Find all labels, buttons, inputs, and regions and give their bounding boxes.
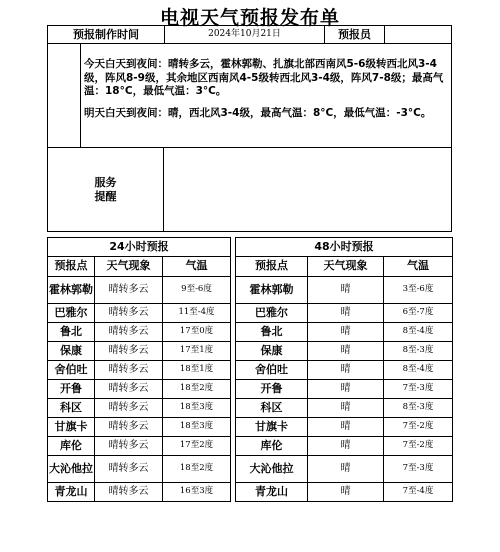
table-24h-title: 24小时预报 [48, 238, 231, 257]
table-row [48, 483, 231, 502]
table-row [236, 277, 453, 304]
temperature-cell: 16至3度 [163, 483, 231, 502]
temperature-cell: 9至-6度 [163, 277, 231, 304]
station-cell: 霍林郭勒 [48, 277, 95, 304]
header-weather: 天气现象 [95, 257, 163, 277]
table-row [48, 399, 231, 418]
station-cell: 鲁北 [236, 323, 308, 342]
weather-cell: 晴 [308, 323, 384, 342]
weather-cell: 晴转多云 [95, 380, 163, 399]
table-row [236, 399, 453, 418]
weather-cell: 晴转多云 [95, 399, 163, 418]
header-station: 预报点 [48, 257, 95, 277]
weather-cell: 晴转多云 [95, 456, 163, 483]
temperature-cell: 18至2度 [163, 380, 231, 399]
weather-cell: 晴 [308, 437, 384, 456]
temperature-cell: 17至0度 [163, 323, 231, 342]
table-row [48, 277, 231, 304]
table-row [236, 380, 453, 399]
table-row [48, 437, 231, 456]
weather-cell: 晴转多云 [95, 304, 163, 323]
station-cell: 舍伯吐 [236, 361, 308, 380]
station-cell: 青龙山 [236, 483, 308, 502]
tomorrow-forecast-text: 明天白天到夜间：晴，西北风3-4级，最高气温：8°C，最低气温：-3°C。 [84, 107, 432, 119]
weather-cell: 晴转多云 [95, 323, 163, 342]
table-row [48, 323, 231, 342]
table-24h [47, 237, 231, 502]
station-cell: 舍伯吐 [48, 361, 95, 380]
weather-cell: 晴 [308, 342, 384, 361]
weather-cell: 晴 [308, 380, 384, 399]
header-temperature: 气温 [163, 257, 231, 277]
station-cell: 大沁他拉 [48, 456, 95, 483]
table-row [236, 456, 453, 483]
weather-cell: 晴转多云 [95, 361, 163, 380]
station-cell: 大沁他拉 [236, 456, 308, 483]
table-row [48, 380, 231, 399]
weather-cell: 晴 [308, 483, 384, 502]
forecaster-value [385, 26, 451, 43]
weather-cell: 晴 [308, 304, 384, 323]
table-row [236, 304, 453, 323]
weather-cell: 晴转多云 [95, 342, 163, 361]
table-row [48, 418, 231, 437]
station-cell: 库伦 [236, 437, 308, 456]
table-row [48, 342, 231, 361]
temperature-cell: 8至-4度 [384, 361, 453, 380]
station-cell: 甘旗卡 [48, 418, 95, 437]
table-row [236, 323, 453, 342]
temperature-cell: 7至-2度 [384, 418, 453, 437]
temperature-cell: 3至-6度 [384, 277, 453, 304]
table-row [48, 361, 231, 380]
weather-cell: 晴 [308, 456, 384, 483]
temperature-cell: 8至-3度 [384, 399, 453, 418]
table-row [48, 304, 231, 323]
temperature-cell: 11至-4度 [163, 304, 231, 323]
service-reminder-label: 服务 提醒 [94, 176, 117, 203]
temperature-cell: 7至-3度 [384, 380, 453, 399]
station-cell: 巴雅尔 [48, 304, 95, 323]
weather-cell: 晴转多云 [95, 483, 163, 502]
station-cell: 保康 [236, 342, 308, 361]
station-cell: 巴雅尔 [236, 304, 308, 323]
weather-cell: 晴 [308, 361, 384, 380]
weather-cell: 晴转多云 [95, 437, 163, 456]
table-48h [235, 237, 453, 502]
temperature-cell: 7至-2度 [384, 437, 453, 456]
document-title: 电视天气预报发布单 [159, 7, 340, 29]
table-row [236, 483, 453, 502]
temperature-cell: 18至1度 [163, 361, 231, 380]
station-cell: 鲁北 [48, 323, 95, 342]
temperature-cell: 18至3度 [163, 418, 231, 437]
table-48h-title: 48小时预报 [236, 238, 453, 257]
table-row [236, 342, 453, 361]
weather-cell: 晴 [308, 277, 384, 304]
temperature-cell: 17至1度 [163, 342, 231, 361]
weather-cell: 晴 [308, 418, 384, 437]
temperature-cell: 8至-3度 [384, 342, 453, 361]
temperature-cell: 7至-4度 [384, 483, 453, 502]
station-cell: 开鲁 [48, 380, 95, 399]
table-row [236, 361, 453, 380]
header-temperature: 气温 [384, 257, 453, 277]
station-cell: 科区 [236, 399, 308, 418]
station-cell: 库伦 [48, 437, 95, 456]
table-row [236, 437, 453, 456]
table-row [48, 456, 231, 483]
temperature-cell: 6至-7度 [384, 304, 453, 323]
station-cell: 保康 [48, 342, 95, 361]
service-reminder-content [164, 148, 451, 231]
weather-cell: 晴转多云 [95, 418, 163, 437]
forecaster-label: 预报员 [338, 27, 371, 41]
temperature-cell: 7至-3度 [384, 456, 453, 483]
station-cell: 霍林郭勒 [236, 277, 308, 304]
temperature-cell: 18至2度 [163, 456, 231, 483]
weather-cell: 晴 [308, 399, 384, 418]
station-cell: 青龙山 [48, 483, 95, 502]
temperature-cell: 17至2度 [163, 437, 231, 456]
station-cell: 开鲁 [236, 380, 308, 399]
temperature-cell: 18至3度 [163, 399, 231, 418]
station-cell: 甘旗卡 [236, 418, 308, 437]
temperature-cell: 8至-4度 [384, 323, 453, 342]
weather-cell: 晴转多云 [95, 277, 163, 304]
station-cell: 科区 [48, 399, 95, 418]
today-forecast-text: 今天白天到夜间：晴转多云，霍林郭勒、扎旗北部西南风5-6级转西北风3-4级，阵风8-9级，其余地区西南风4-5级转西北风3-4级，阵风7-8级；最高气温：18°C，最低气温：3°C。 [84, 58, 444, 97]
header-station: 预报点 [236, 257, 308, 277]
header-weather: 天气现象 [308, 257, 384, 277]
table-row [236, 418, 453, 437]
made-time-label: 预报制作时间 [73, 27, 139, 41]
made-time-value: 2024年10月21日 [208, 29, 281, 40]
